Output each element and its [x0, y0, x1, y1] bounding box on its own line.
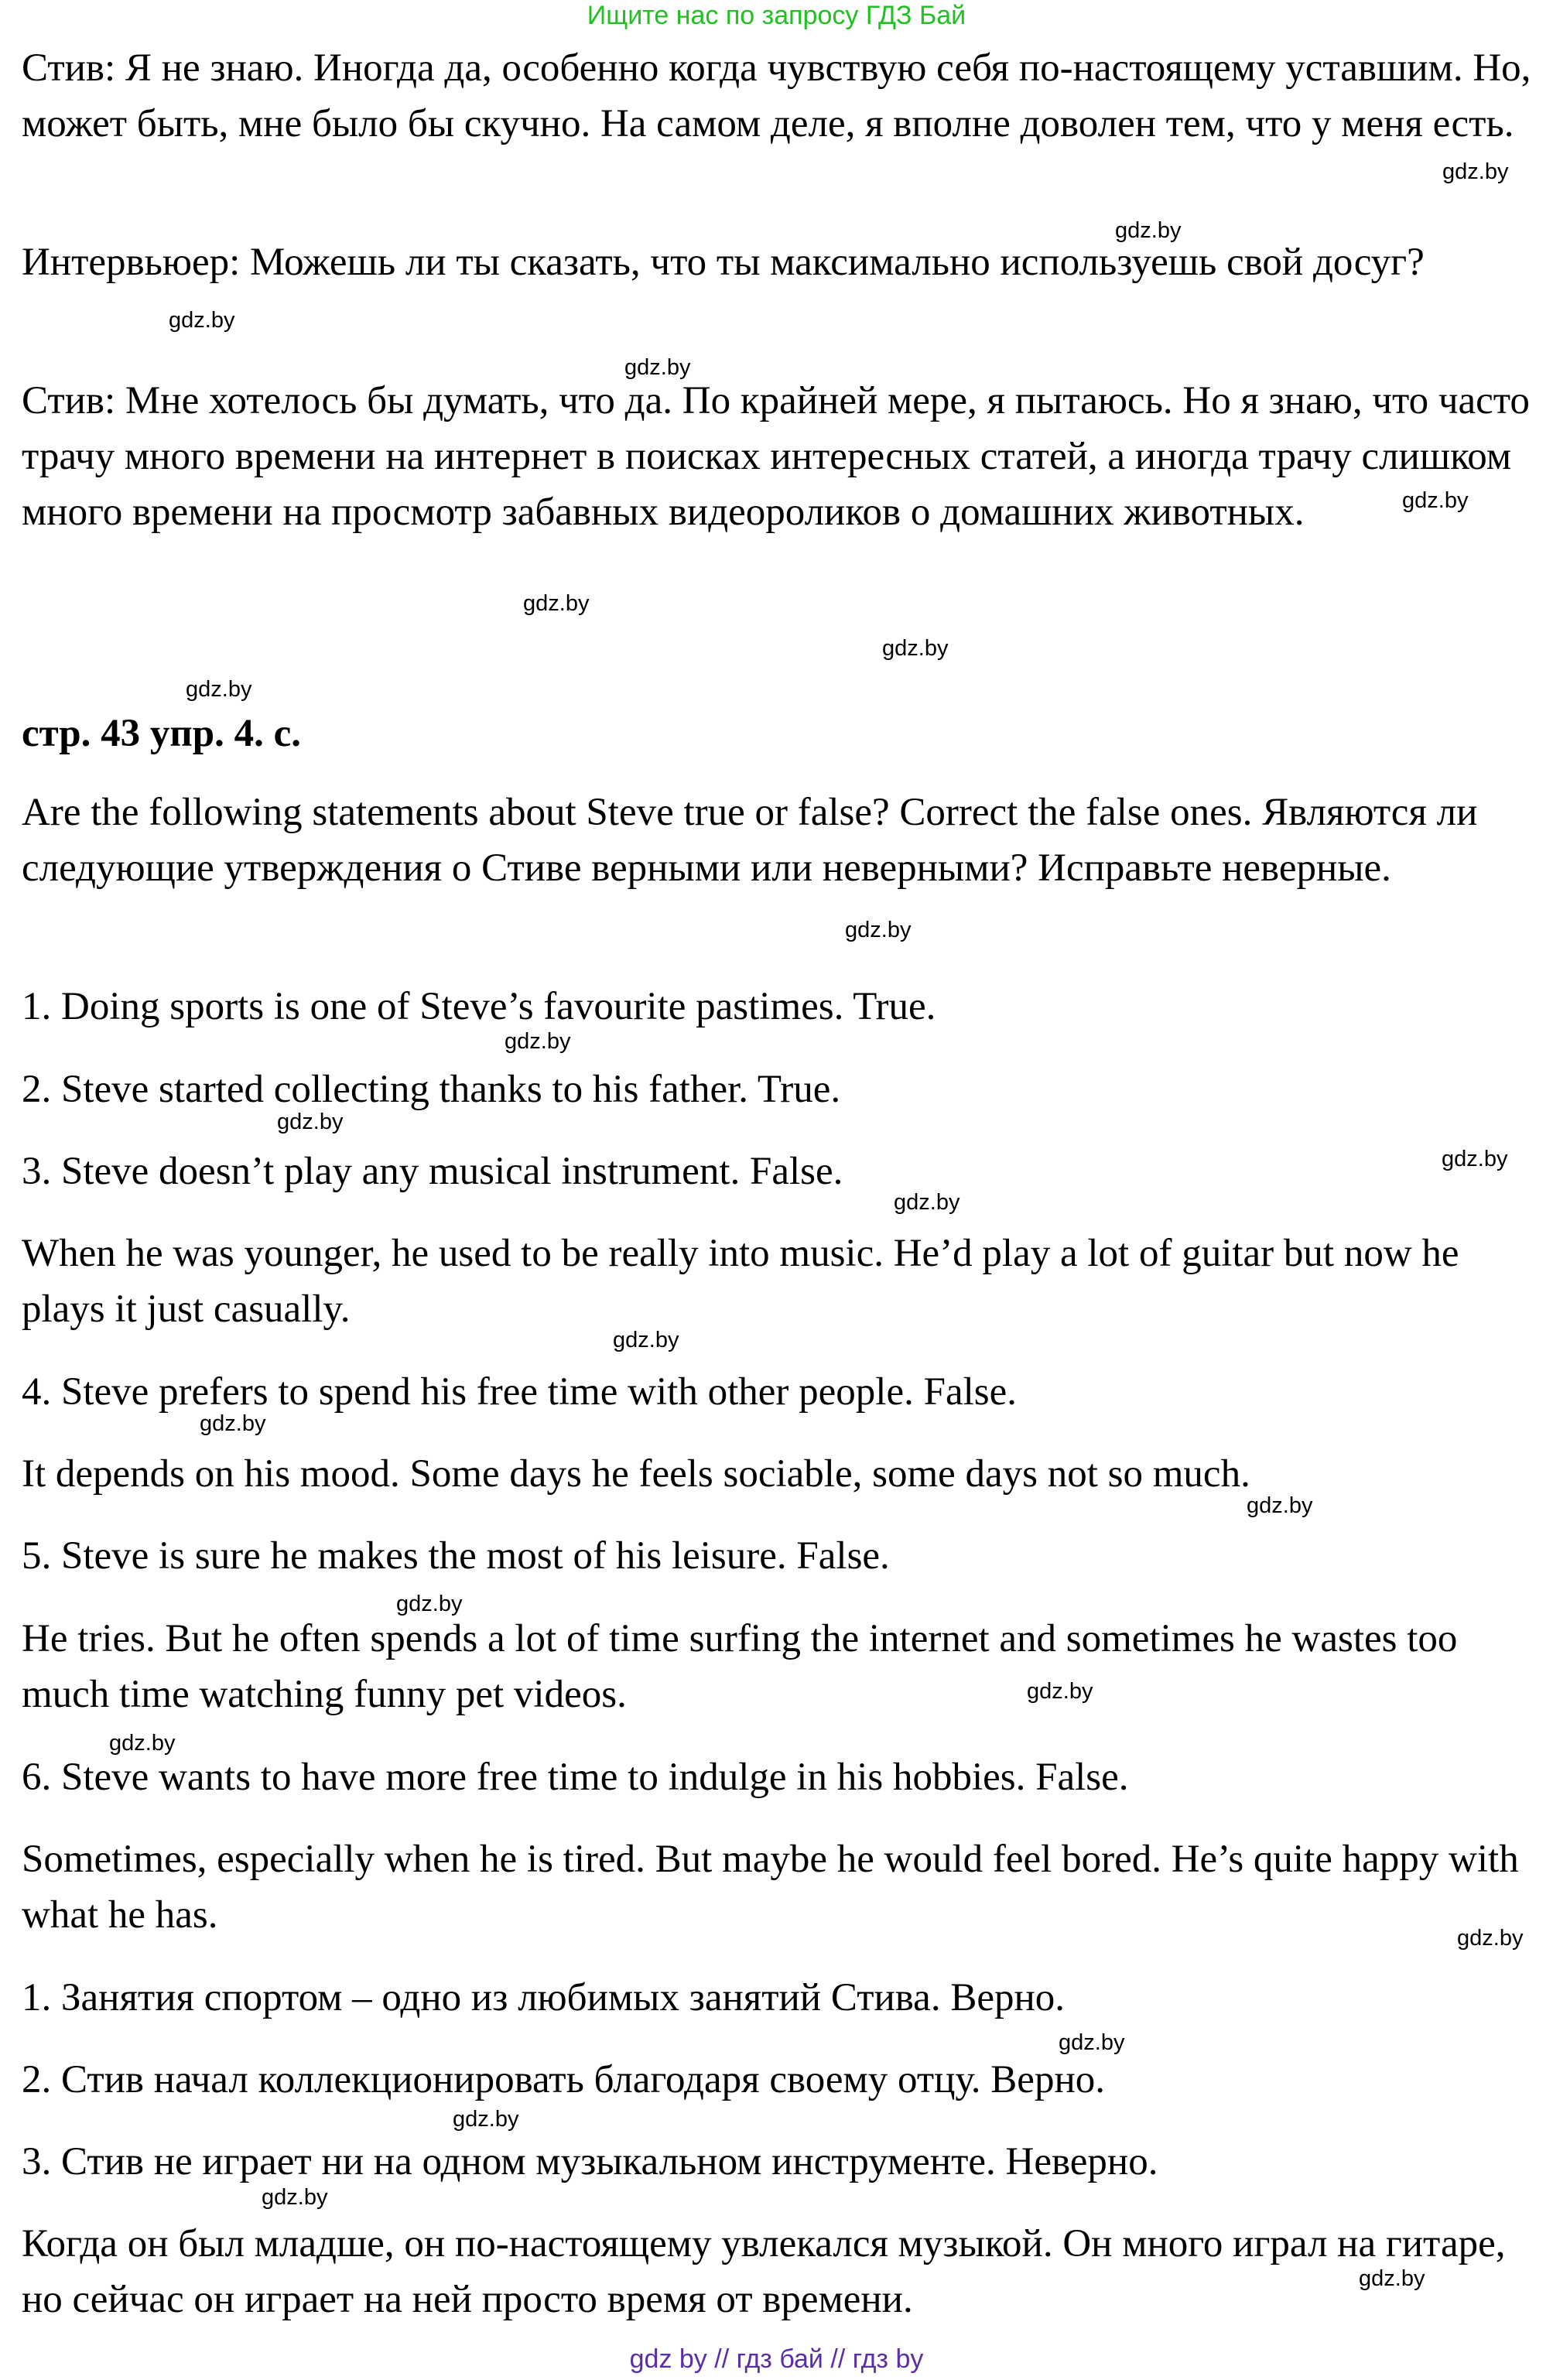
watermark: gdz.by [1059, 2030, 1125, 2055]
watermark: gdz.by [1115, 218, 1182, 243]
statement-5: 5. Steve is sure he makes the most of his leisure. False. [22, 1534, 890, 1578]
watermark: gdz.by [1442, 1147, 1508, 1171]
watermark: gdz.by [1442, 159, 1509, 184]
statement-6: 6. Steve wants to have more free time to indulge in his hobbies. False. [22, 1756, 1129, 1799]
watermark: gdz.by [505, 1029, 571, 1054]
correction-5: He tries. But he often spends a lot of time surfing the internet and sometimes he wastes too much time watching funny pet videos. [22, 1617, 1458, 1716]
watermark: gdz.by [1402, 488, 1469, 513]
watermark: gdz.by [169, 308, 235, 333]
watermark: gdz.by [186, 677, 252, 702]
watermark: gdz.by [1027, 1679, 1093, 1704]
watermark: gdz.by [894, 1190, 960, 1215]
watermark: gdz.by [613, 1328, 679, 1352]
watermark: gdz.by [1457, 1926, 1524, 1951]
statement-2: 2. Steve started collecting thanks to his father. True. [22, 1068, 841, 1111]
watermark: gdz.by [109, 1731, 176, 1756]
watermark: gdz.by [262, 2185, 328, 2210]
watermark: gdz.by [845, 918, 912, 942]
watermark: gdz.by [1247, 1493, 1313, 1518]
site-search-banner[interactable]: Ищите нас по запросу ГДЗ Бай [587, 1, 966, 30]
watermark: gdz.by [523, 591, 590, 616]
correction-3: When he was younger, he used to be really into music. He’d play a lot of guitar but now he plays it just casually. [22, 1232, 1459, 1331]
translation-3: 3. Стив не играет ни на одном музыкальном инструменте. Неверно. [22, 2140, 1158, 2183]
watermark: gdz.by [453, 2107, 519, 2132]
translation-2: 2. Стив начал коллекционировать благодаря своему отцу. Верно. [22, 2058, 1105, 2101]
paragraph-steve-answer-2: Стив: Мне хотелось бы думать, что да. По крайней мере, я пытаюсь. Но я знаю, что часто трачу много времени на интернет в поисках интересных статей, а иногда трачу слишком много времени на просмотр забавных видеороликов о домашних животных. [22, 379, 1530, 534]
watermark: gdz.by [624, 355, 691, 380]
watermark: gdz.by [882, 636, 949, 661]
exercise-heading: стр. 43 упр. 4. с. [22, 712, 302, 755]
correction-6: Sometimes, especially when he is tired. But maybe he would feel bored. He’s quite happy with what he has. [22, 1838, 1519, 1937]
statement-3: 3. Steve doesn’t play any musical instrument. False. [22, 1150, 843, 1193]
watermark: gdz.by [396, 1592, 463, 1616]
watermark: gdz.by [1359, 2266, 1425, 2291]
exercise-instructions: Are the following statements about Steve true or false? Correct the false ones. Являются ли следующие утверждения о Стиве верными или неверными? Исправьте неверные. [22, 791, 1478, 890]
paragraph-steve-answer-1: Стив: Я не знаю. Иногда да, особенно когда чувствую себя по-настоящему уставшим. Но, может быть, мне было бы скучно. На самом деле, я вполне доволен тем, что у меня есть. [22, 46, 1531, 145]
correction-4: It depends on his mood. Some days he feels sociable, some days not so much. [22, 1452, 1250, 1496]
statement-4: 4. Steve prefers to spend his free time with other people. False. [22, 1370, 1017, 1414]
translation-1: 1. Занятия спортом – одно из любимых занятий Стива. Верно. [22, 1976, 1066, 2019]
watermark: gdz.by [200, 1411, 266, 1436]
translation-correction-3: Когда он был младше, он по-настоящему увлекался музыкой. Он много играл на гитаре, но сейчас он играет на ней просто время от времени. [22, 2222, 1506, 2321]
statement-1: 1. Doing sports is one of Steve’s favourite pastimes. True. [22, 985, 936, 1028]
footer-links[interactable]: gdz by // гдз бай // гдз by [629, 2344, 924, 2374]
watermark: gdz.by [277, 1110, 344, 1134]
paragraph-interviewer-question: Интервьюер: Можешь ли ты сказать, что ты максимально используешь свой досуг? [22, 241, 1425, 284]
